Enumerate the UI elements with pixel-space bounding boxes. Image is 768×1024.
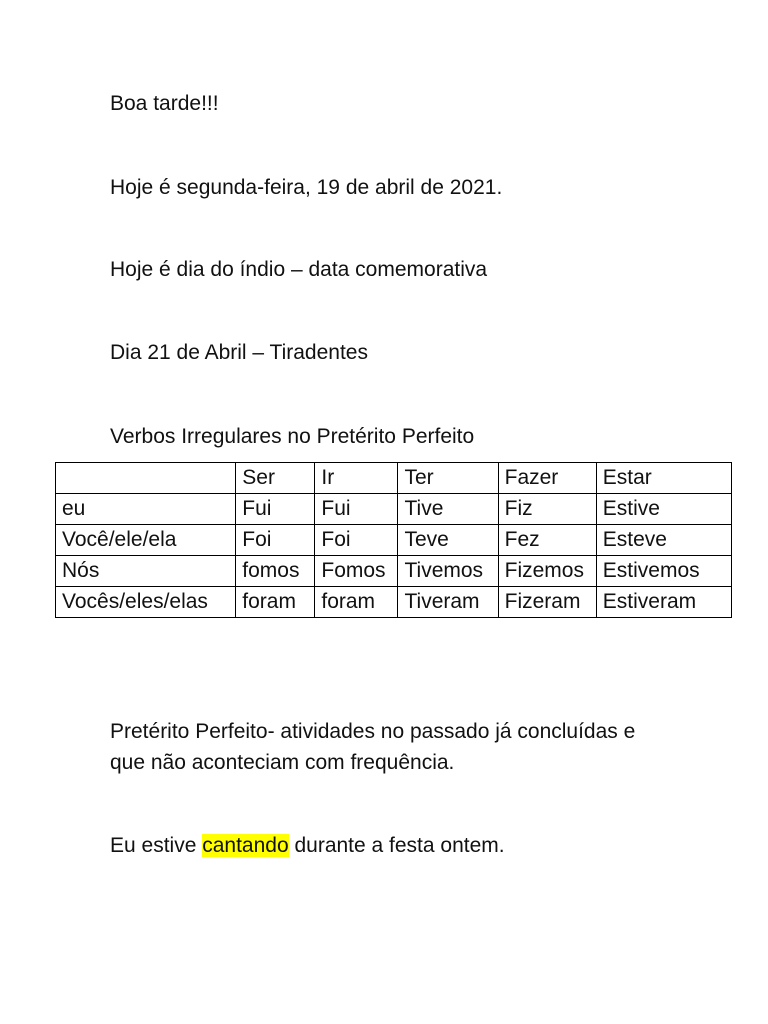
table-row — [56, 525, 732, 556]
table-cell: foram — [236, 587, 315, 618]
table-cell: Tiveram — [398, 587, 498, 618]
example-text-before: Eu estive — [110, 834, 203, 857]
header-cell-ser: Ser — [236, 463, 315, 494]
table-cell: Fizemos — [498, 556, 596, 587]
highlighted-word: cantando — [202, 834, 289, 857]
header-cell-ir: Ir — [315, 463, 398, 494]
table-cell: fomos — [236, 556, 315, 587]
table-title: Verbos Irregulares no Pretérito Perfeito — [110, 425, 475, 448]
table-cell: Estivemos — [596, 556, 731, 587]
table-cell: Estive — [596, 494, 731, 525]
table-cell: Tivemos — [398, 556, 498, 587]
table-row — [56, 494, 732, 525]
table-cell: Fui — [315, 494, 398, 525]
table-cell: Nós — [56, 556, 236, 587]
table-cell: Estiveram — [596, 587, 731, 618]
date-text: Hoje é segunda-feira, 19 de abril de 2021. — [110, 176, 503, 199]
table-cell: Fizeram — [498, 587, 596, 618]
table-cell: Foi — [315, 525, 398, 556]
table-cell: Vocês/eles/elas — [56, 587, 236, 618]
table-cell: Você/ele/ela — [56, 525, 236, 556]
table-cell: Fiz — [498, 494, 596, 525]
table-cell: Fomos — [315, 556, 398, 587]
header-cell-empty — [56, 463, 236, 494]
header-cell-ter: Ter — [398, 463, 498, 494]
table-row — [56, 587, 732, 618]
table-cell: eu — [56, 494, 236, 525]
table-cell: Fui — [236, 494, 315, 525]
example-text-after: durante a festa ontem. — [288, 834, 505, 857]
header-cell-estar: Estar — [596, 463, 731, 494]
example-sentence — [110, 830, 670, 861]
table-cell: Foi — [236, 525, 315, 556]
table-cell: Fez — [498, 525, 596, 556]
table-cell: Esteve — [596, 525, 731, 556]
verbs-table — [55, 462, 732, 618]
header-cell-fazer: Fazer — [498, 463, 596, 494]
greeting-text: Boa tarde!!! — [110, 92, 219, 115]
tiradentes-text: Dia 21 de Abril – Tiradentes — [110, 341, 368, 364]
indio-day-text: Hoje é dia do índio – data comemorativa — [110, 258, 488, 281]
definition-paragraph: Pretérito Perfeito- atividades no passado já concluídas e que não aconteciam com frequência. — [110, 720, 636, 774]
table-cell: Tive — [398, 494, 498, 525]
table-cell: Teve — [398, 525, 498, 556]
table-header-row — [56, 463, 732, 494]
table-cell: foram — [315, 587, 398, 618]
table-row — [56, 556, 732, 587]
